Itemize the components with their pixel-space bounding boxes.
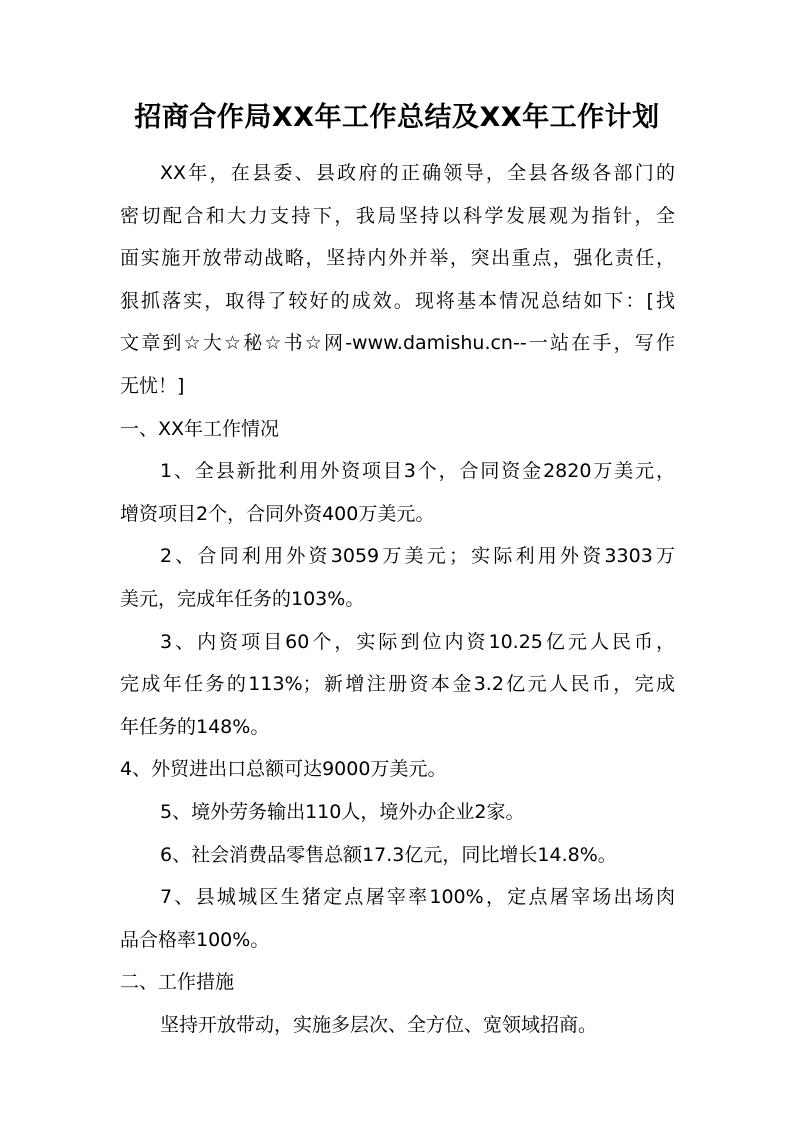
section-heading-work-situation: 一、XX年工作情况: [120, 417, 280, 440]
intro-paragraph-line-1: XX年，在县委、县政府的正确领导，全县各级各部门的: [160, 162, 675, 184]
intro-paragraph-line-2: 密切配合和大力支持下，我局坚持以科学发展观为指针，全: [120, 204, 675, 227]
item-3-line-1: 3、内资项目60个，实际到位内资10.25亿元人民币，: [160, 630, 675, 653]
item-6: 6、社会消费品零售总额17.3亿元，同比增长14.8%。: [160, 843, 617, 866]
document-title: 招商合作局XX年工作总结及XX年工作计划: [134, 102, 660, 133]
item-1-line-1: 1、全县新批利用外资项目3个，合同资金2820万美元，: [160, 460, 675, 483]
section-heading-work-measures: 二、工作措施: [120, 971, 235, 994]
item-2-line-2: 美元，完成年任务的103%。: [120, 587, 365, 610]
intro-paragraph-line-3: 面实施开放带动战略，坚持内外并举，突出重点，强化责任，: [120, 247, 675, 270]
item-1-line-2: 增资项目2个，合同外资400万美元。: [120, 502, 435, 525]
item-5: 5、境外劳务输出110人，境外办企业2家。: [160, 800, 525, 823]
intro-paragraph-line-6: 无忧！]: [120, 374, 185, 397]
item-4: 4、外贸进出口总额可达9000万美元。: [120, 758, 447, 781]
intro-paragraph-line-4: 狠抓落实，取得了较好的成效。现将基本情况总结如下：[找: [120, 289, 675, 312]
document-body: [120, 152, 675, 1046]
item-3-line-2: 完成年任务的113%；新增注册资本金3.2亿元人民币，完成: [120, 673, 675, 696]
measures-paragraph-line-1: 坚持开放带动，实施多层次、全方位、宽领域招商。: [160, 1013, 598, 1036]
item-2-line-1: 2、合同利用外资3059万美元；实际利用外资3303万: [160, 545, 675, 568]
intro-paragraph-line-5: 文章到☆大☆秘☆书☆网-www.damishu.cn--一站在手，写作: [120, 332, 675, 355]
item-7-line-2: 品合格率100%。: [120, 928, 270, 951]
item-3-line-3: 年任务的148%。: [120, 715, 270, 738]
item-7-line-1: 7、县城城区生猪定点屠宰率100%，定点屠宰场出场肉: [160, 886, 675, 909]
